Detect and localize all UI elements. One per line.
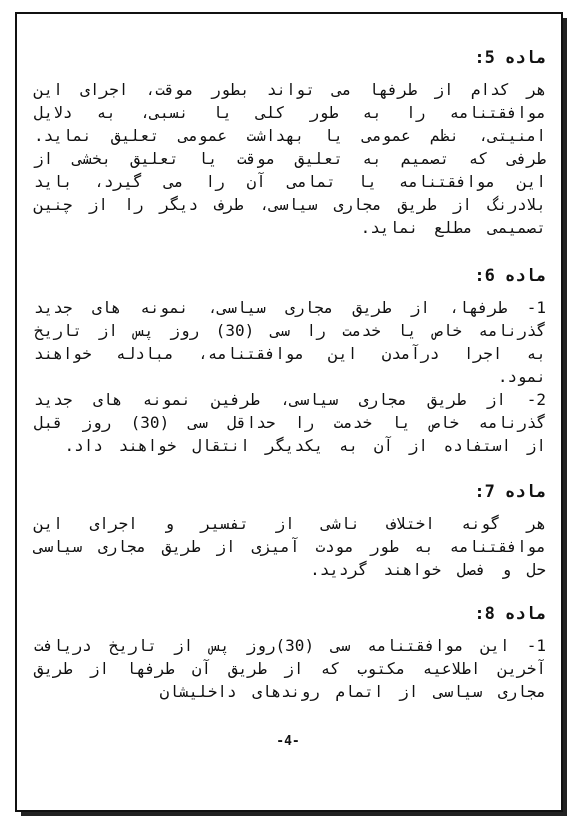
article-paragraph: 2- از طریق مجاری سیاسی، طرفین نمونه های جدید گذرنامه خاص یا خدمت را حداقل سی (30) روز قبل از استفاده از آن به یکدیگر انتقال خواهند داد. bbox=[34, 390, 546, 455]
article-5 bbox=[34, 46, 546, 239]
article-heading: ماده 7: bbox=[474, 482, 546, 502]
page-number: -4- bbox=[276, 734, 300, 749]
article-heading: ماده 5: bbox=[474, 48, 546, 68]
article-heading: ماده 6: bbox=[474, 266, 546, 286]
article-6 bbox=[34, 264, 546, 457]
article-heading: ماده 8: bbox=[474, 604, 546, 624]
article-paragraph: 1- این موافقتنامه سی (30)روز پس از تاریخ دریافت آخرین اطلاعیه مکتوب که از طریق آن طرفها از طریق مجاری سیاسی از اتمام روندهای داخلیشان bbox=[34, 636, 546, 701]
article-8 bbox=[34, 602, 546, 703]
article-paragraph: 1- طرفها، از طریق مجاری سیاسی، نمونه های جدید گذرنامه خاص یا خدمت را سی (30) روز پس از تاریخ به اجرا درآمدن این موافقتنامه، مبادله خواهند نمود. bbox=[34, 298, 546, 386]
article-7 bbox=[34, 480, 546, 581]
article-paragraph: هر گونه اختلاف ناشی از تفسیر و اجرای این موافقتنامه به طور مودت آمیزی از طریق مجاری سیاسی حل و فصل خواهند گردید. bbox=[34, 514, 546, 579]
article-paragraph: هر کدام از طرفها می تواند بطور موقت، اجرای این موافقتنامه را به طور کلی یا نسبی، به دلایل امنیتی، نظم عمومی یا بهداشت عمومی تعلیق نماید. طرفی که تصمیم به تعلیق موقت یا تعلیق بخشی از این موافقتنامه یا تمامی آن را می گیرد، باید بلادرنگ از طریق مجاری سیاسی، طرف دیگر را از چنین تصمیمی مطلع نماید. bbox=[34, 80, 546, 237]
